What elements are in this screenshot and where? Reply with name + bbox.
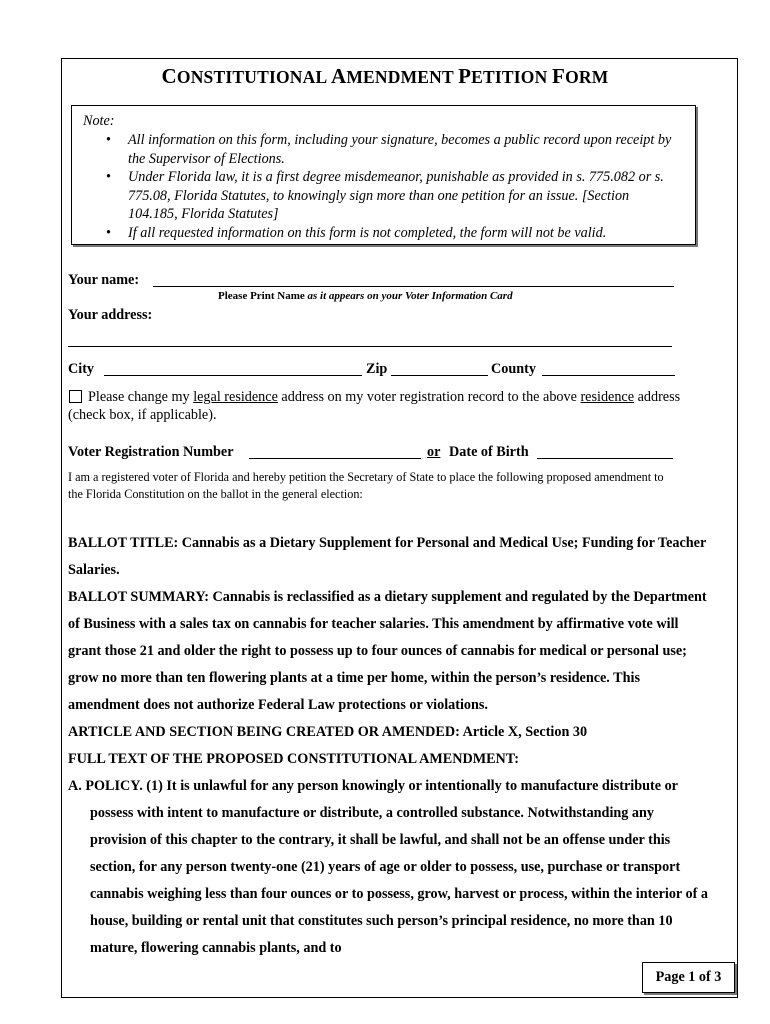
name-input-line[interactable]	[153, 286, 674, 287]
city-label: City	[68, 361, 95, 377]
address-input-line[interactable]	[68, 346, 672, 347]
article-section: ARTICLE AND SECTION BEING CREATED OR AMENDED: Article X, Section 30	[68, 724, 588, 740]
petition-statement: I am a registered voter of Florida and hereby petition the Secretary of State to place the following proposed amendment to the Florida Constitution on the ballot in the general election:	[68, 470, 664, 501]
note-list	[106, 131, 676, 242]
amendment-body	[68, 530, 708, 962]
full-text-heading: FULL TEXT OF THE PROPOSED CONSTITUTIONAL AMENDMENT:	[68, 751, 519, 767]
page-number: Page 1 of 3	[642, 962, 735, 993]
name-hint: Please Print Name as it appears on your Voter Information Card	[218, 290, 513, 302]
dob-label: Date of Birth	[449, 444, 529, 460]
form-title: CONSTITUTIONAL AMENDMENT PETITION FORM	[161, 64, 609, 88]
ballot-summary: BALLOT SUMMARY: Cannabis is reclassified as a dietary supplement and regulated by the Department of Business with a sales tax on cannabis for teacher salaries. This amendment by affirmative vote will grant those 21 and older the right to possess up to four ounces of cannabis for medical or personal use; grow no more than ten flowering plants at a time per home, within the person’s residence. This amendment does not authorize Federal Law protections or violations.	[68, 589, 707, 713]
zip-label: Zip	[366, 361, 388, 377]
county-input-line[interactable]	[542, 375, 675, 376]
name-label: Your name:	[68, 272, 140, 288]
city-input-line[interactable]	[104, 375, 362, 376]
change-residence-text: Please change my legal residence address on my voter registration record to the above residence address (check box, if applicable).	[68, 389, 681, 423]
or-label: or	[427, 444, 441, 460]
section-a-policy: A. POLICY. (1) It is unlawful for any person knowingly or intentionally to manufacture distribute or possess with intent to manufacture or distribute, a controlled substance. Notwithstanding any provision of this chapter to the contrary, it shall be lawful, and shall not be an offense under this section, for any person twenty-one (21) years of age or older to possess, use, purchase or transport cannabis weighing less than four ounces or to possess, grow, harvest or process, within the interior of a house, building or rental unit that constitutes such person’s principal residence, no more than 10 mature, flowering cannabis plants, and to	[68, 778, 708, 956]
note-item: • All information on this form, including your signature, becomes a public record upon receipt by the Supervisor of Elections.	[106, 131, 676, 168]
note-item: • If all requested information on this form is not completed, the form will not be valid.	[106, 224, 676, 243]
note-item: • Under Florida law, it is a first degree misdemeanor, punishable as provided in s. 775.082 or s. 775.08, Florida Statutes, to knowingly sign more than one petition for an issue. [Section 104.185, Florida Statutes]	[106, 168, 676, 224]
zip-input-line[interactable]	[391, 375, 488, 376]
county-label: County	[491, 361, 536, 377]
note-box	[71, 105, 696, 245]
address-label: Your address:	[68, 307, 153, 323]
voter-registration-input-line[interactable]	[249, 458, 421, 459]
note-label: Note:	[83, 113, 115, 129]
dob-input-line[interactable]	[537, 458, 673, 459]
ballot-title: BALLOT TITLE: Cannabis as a Dietary Supplement for Personal and Medical Use; Funding for Teacher Salaries.	[68, 535, 706, 578]
voter-registration-label: Voter Registration Number	[68, 444, 234, 460]
